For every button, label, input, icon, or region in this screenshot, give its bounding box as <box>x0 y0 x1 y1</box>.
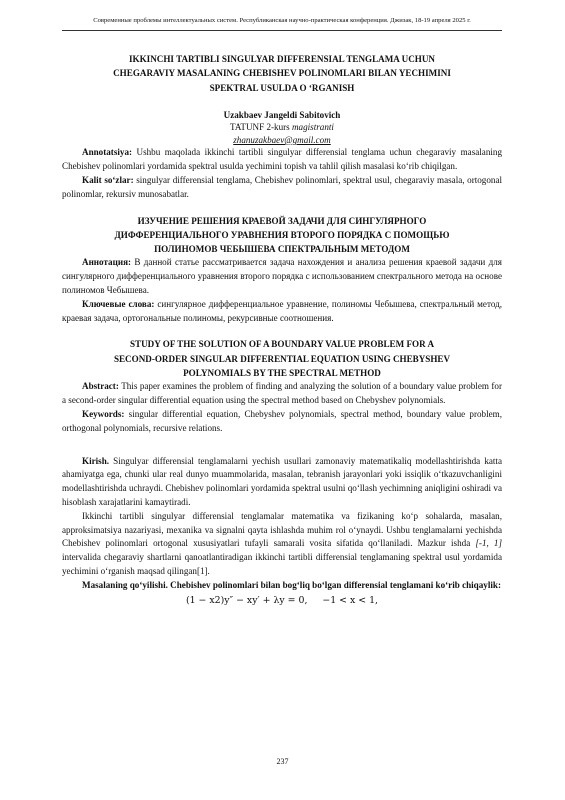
affiliation-role: magistranti <box>291 122 334 133</box>
running-header: Современные проблемы интеллектуальных систем. Республиканская научно-практическая конференция. Джизак, 18-19 апреля 2025 г. <box>93 17 471 24</box>
title-en-line: POLYNOMIALS BY THE SPECTRAL METHOD <box>183 368 381 379</box>
title-uz-line: SPEKTRAL USULDA O ‘RGANISH <box>209 82 355 93</box>
author-name: Uzakbaev Jangeldi Sabitovich <box>223 109 341 120</box>
abstract-ru <box>62 256 502 297</box>
page-number: 237 <box>276 757 289 766</box>
keywords-en-label: Keywords: <box>82 408 125 419</box>
keywords-uz-text: singulyar differensial tenglama, Chebishev polinomlari, spektral usul, chegaraviy masala, ortogonal polinomlar, rekursiv munosabatlar. <box>62 174 503 199</box>
abstract-ru-label: Аннотация: <box>82 257 132 268</box>
intro-p2-before: Ikkinchi tartibli singulyar differensial tenglamalar matematika va fizikaning ko‘p sohalarda, masalan, approksimatsiya nazariyasi, mexanika va signalni qayta ishlashda muhim rol o‘ynaydi. Ushbu tenglamalarni yechishda Chebishev polinomlari ortogonal xususiyatlari tufayli samarali vosita sifatida qo‘llaniladi. Mazkur ishda <box>62 510 502 549</box>
abstract-uz-text: Ushbu maqolada ikkinchi tartibli singulyar differensial tenglama uchun chegaraviy masalaning Chebishev polinomlari yordamida spektral usulda yechimini topish va tahlil qilish masalasi ko‘rib chiqilgan. <box>62 147 503 172</box>
title-ru-line: ПОЛИНОМОВ ЧЕБЫШЕВА СПЕКТРАЛЬНЫМ МЕТОДОМ <box>154 244 410 255</box>
title-uz-line: CHEGARAVIY MASALANING CHEBISHEV POLINOMLARI BILAN YECHIMINI <box>113 68 451 79</box>
abstract-en-label: Abstract: <box>82 381 119 392</box>
abstract-en-text: This paper examines the problem of finding and analyzing the solution of a boundary value problem for a second-order singular differential equation using the spectral method based on Chebyshev polynomials. <box>62 381 503 406</box>
intro-label: Kirish. <box>82 455 110 466</box>
title-en-line: SECOND-ORDER SINGULAR DIFFERENTIAL EQUATION USING CHEBYSHEV <box>113 353 451 364</box>
title-uz <box>62 52 502 95</box>
keywords-ru-label: Ключевые слова: <box>82 298 155 309</box>
keywords-uz <box>62 174 502 202</box>
author-email[interactable]: zhanuzakbaev@gmail.com <box>233 134 331 145</box>
article-body <box>62 52 502 609</box>
keywords-en-text: singular differential equation, Chebyshev polynomials, spectral method, boundary value problem, orthogonal polynomials, recursive relations. <box>62 408 502 433</box>
abstract-uz <box>62 146 502 174</box>
interval-notation: [-1, 1] <box>475 538 502 549</box>
intro-p2-after: intervalida chegaraviy shartlarni qanoatlantiradigan ikkinchi tartibli differensial tenglamaning spektral usul yordamida yechimini o‘rganish maqsad qilingan[1]. <box>62 552 502 576</box>
abstract-uz-label: Annotatsiya: <box>82 147 133 158</box>
title-ru-line: ДИФФЕРЕНЦИАЛЬНОГО УРАВНЕНИЯ ВТОРОГО ПОРЯДКА С ПОМОЩЬЮ <box>114 229 450 240</box>
keywords-ru-text: сингулярное дифференциальное уравнение, полиномы Чебышева, спектральный метод, краевая задача, ортогональные полиномы, рекурсивные соотношения. <box>62 298 502 323</box>
problem-statement: Masalaning qo‘yilishi. Chebishev polinomlari bilan bog‘liq bo‘lgan differensial tenglamani ko‘rib chiqaylik: <box>82 579 501 590</box>
title-en <box>62 337 502 380</box>
title-uz-line: IKKINCHI TARTIBLI SINGULYAR DIFFERENSIAL TENGLAMA UCHUN <box>129 54 435 64</box>
intro-text: Singulyar differensial tenglamalarni yechish usullari zamonaviy matematikaliq modellashtirishda katta ahamiyatga ega, chunki ular real dunyo muammolarida, masalan, tebranish jarayonlari yoki issiqlik o‘tkazuvchanligini modellashtirishda uchraydi. Chebishev polinomlari yordamida spektral usulni qo‘llash yechimning aniqligini oshiradi va hisoblash xarajatlarini kamaytiradi. <box>62 455 502 507</box>
differential-equation: (1 − x2)y″ − xy′ + λy = 0, −1 < x < 1, <box>185 594 379 606</box>
abstract-ru-text: В данной статье рассматривается задача нахождения и анализа решения краевой задачи для сингулярного дифференциального уравнения второго порядка с использованием спектрального метода на основе полиномов Чебышева. <box>62 257 502 296</box>
abstract-en <box>62 380 502 408</box>
title-ru <box>62 214 502 257</box>
keywords-uz-label: Kalit so‘zlar: <box>82 174 134 185</box>
header-rule <box>62 30 502 31</box>
keywords-ru <box>62 298 502 326</box>
affiliation-text: TATUNF 2-kurs <box>230 122 290 133</box>
intro-paragraph-2 <box>62 510 502 579</box>
keywords-en <box>62 408 502 436</box>
title-en-line: STUDY OF THE SOLUTION OF A BOUNDARY VALUE PROBLEM FOR A <box>129 339 435 350</box>
title-ru-line: ИЗУЧЕНИЕ РЕШЕНИЯ КРАЕВОЙ ЗАДАЧИ ДЛЯ СИНГУЛЯРНОГО <box>137 215 427 226</box>
affiliation <box>62 121 502 134</box>
intro-paragraph <box>62 455 502 510</box>
